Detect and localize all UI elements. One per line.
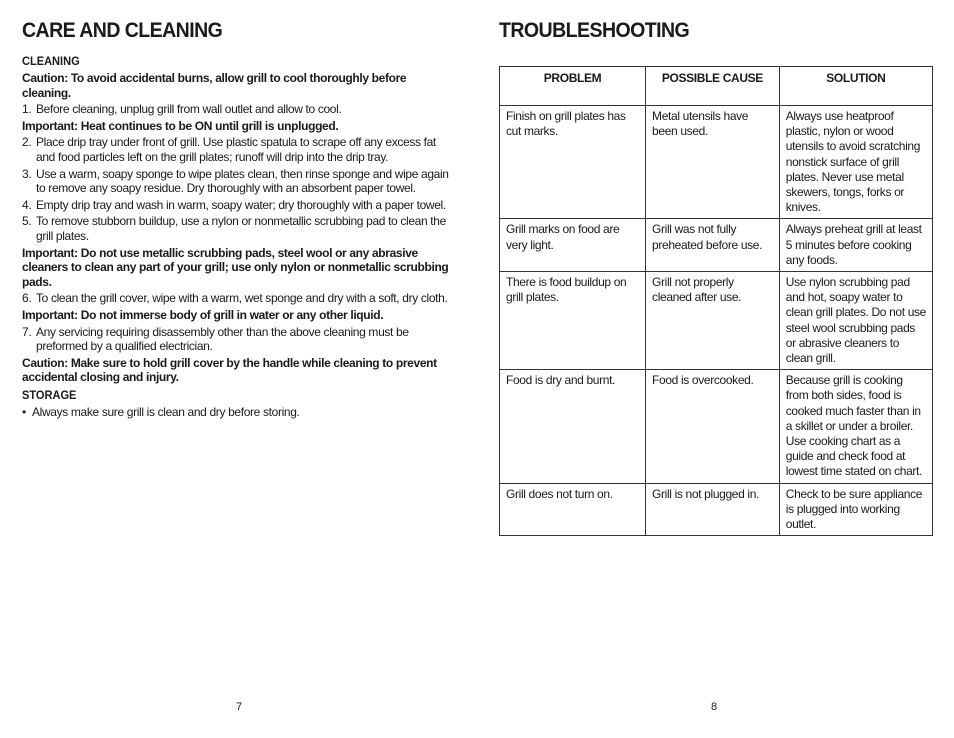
- cell-problem: Grill does not turn on.: [500, 483, 646, 536]
- table-row: [500, 370, 933, 483]
- cell-problem: Grill marks on food are very light.: [500, 219, 646, 272]
- page-title-troubleshooting: TROUBLESHOOTING: [499, 19, 690, 42]
- cleaning-heading: CLEANING: [22, 54, 80, 68]
- list-item: 3. Use a warm, soapy sponge to wipe plates clean, then rinse sponge and wipe again to remove any soapy residue. Dry thoroughly with an absorbent paper towel.: [22, 166, 449, 196]
- cell-cause: Grill is not plugged in.: [646, 483, 780, 536]
- cell-solution: Because grill is cooking from both sides, food is cooked much faster than in a skillet or under a broiler. Use cooking chart as a guide and check food at lowest time stated on chart.: [779, 370, 932, 483]
- table-header-row: [500, 67, 933, 106]
- list-item: • Always make sure grill is clean and dry before storing.: [22, 404, 300, 419]
- important-no-metal: Important: Do not use metallic scrubbing pads, steel wool or any abrasive cleaners to clean any part of your grill; use only nylon or nonmetallic scrubbing pads.: [22, 245, 449, 289]
- cell-solution: Always use heatproof plastic, nylon or wood utensils to avoid scratching nonstick surface of grill plates. Never use metal skewers, tongs, forks or knives.: [779, 106, 932, 219]
- caution-burns: Caution: To avoid accidental burns, allow grill to cool thoroughly before cleaning.: [22, 71, 407, 100]
- cell-problem: Finish on grill plates has cut marks.: [500, 106, 646, 219]
- troubleshooting-table: [499, 66, 933, 536]
- table-row: [500, 272, 933, 370]
- list-item: 1. Before cleaning, unplug grill from wall outlet and allow to cool.: [22, 102, 342, 117]
- list-item: 6. To clean the grill cover, wipe with a warm, wet sponge and dry with a soft, dry cloth.: [22, 291, 448, 306]
- cell-cause: Metal utensils have been used.: [646, 106, 780, 219]
- care-and-cleaning-section: [22, 18, 454, 421]
- cell-cause: Grill was not fully preheated before use.: [646, 219, 780, 272]
- table-row: [500, 483, 933, 536]
- list-item: 5. To remove stubborn buildup, use a nylon or nonmetallic scrubbing pad to clean the grill plates.: [22, 214, 446, 243]
- storage-heading: STORAGE: [22, 387, 77, 402]
- caution-cover: Caution: Make sure to hold grill cover by the handle while cleaning to prevent accidental closing and injury.: [22, 355, 437, 385]
- list-item: 7. Any servicing requiring disassembly other than the above cleaning must be preformed by a qualified electrician.: [22, 324, 409, 354]
- cell-solution: Check to be sure appliance is plugged into working outlet.: [779, 483, 932, 536]
- cell-problem: There is food buildup on grill plates.: [500, 272, 646, 370]
- troubleshooting-section: [499, 18, 934, 536]
- table-row: [500, 219, 933, 272]
- cell-solution: Use nylon scrubbing pad and hot, soapy water to clean grill plates. Do not use steel wool scrubbing pads or abrasive cleaners to clean grill.: [779, 272, 932, 370]
- page-title-care: CARE AND CLEANING: [22, 19, 223, 42]
- cell-cause: Grill not properly cleaned after use.: [646, 272, 780, 370]
- column-header-problem: PROBLEM: [500, 67, 646, 106]
- page-number-left: 7: [236, 701, 243, 713]
- column-header-solution: SOLUTION: [779, 67, 932, 106]
- bullet: •: [22, 404, 26, 419]
- table-row: [500, 106, 933, 219]
- cell-solution: Always preheat grill at least 5 minutes before cooking any foods.: [779, 219, 932, 272]
- page-number-right: 8: [711, 701, 718, 713]
- cell-cause: Food is overcooked.: [646, 370, 780, 483]
- cell-problem: Food is dry and burnt.: [500, 370, 646, 483]
- important-no-immerse: Important: Do not immerse body of grill in water or any other liquid.: [22, 307, 384, 322]
- list-item: 4. Empty drip tray and wash in warm, soapy water; dry thoroughly with a paper towel.: [22, 197, 446, 212]
- list-item: 2. Place drip tray under front of grill. Use plastic spatula to scrape off any excess fat and food particles left on the grill plates; runoff will drip into the drip tray.: [22, 135, 436, 164]
- important-heat: Important: Heat continues to be ON until grill is unplugged.: [22, 118, 339, 133]
- column-header-cause: POSSIBLE CAUSE: [646, 67, 780, 106]
